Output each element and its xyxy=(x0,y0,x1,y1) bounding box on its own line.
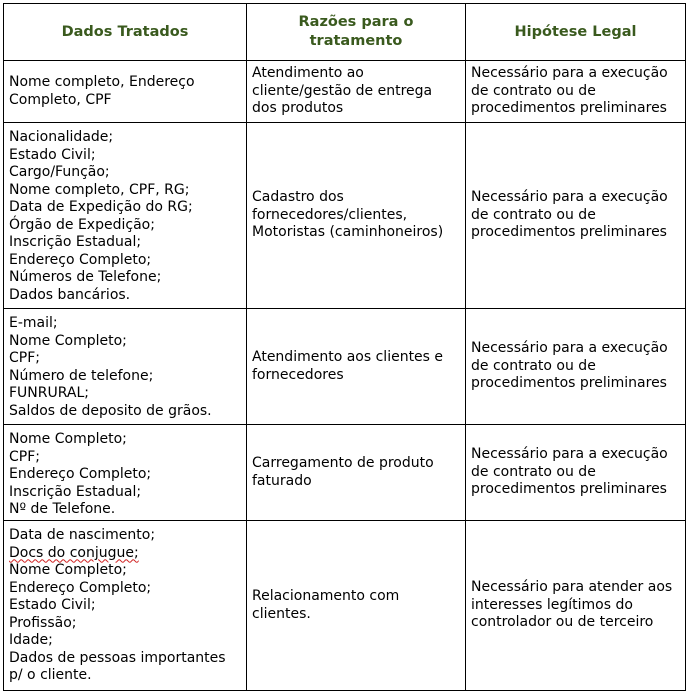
dados-item: Docs do conjugue; xyxy=(9,544,139,561)
table-row xyxy=(4,521,686,691)
hipotese-cell: Necessário para atender aos interesses legítimos do controlador ou de terceiro xyxy=(466,521,686,691)
dados-item: Completo, CPF xyxy=(9,91,112,108)
dados-item: CPF; xyxy=(9,350,40,366)
dados-item: Nº de Telefone. xyxy=(9,501,116,517)
razoes-cell: Relacionamento com clientes. xyxy=(247,521,466,691)
dados-cell xyxy=(4,123,247,309)
table-row xyxy=(4,425,686,521)
hipotese-cell: Necessário para a execução de contrato ou de procedimentos preliminares xyxy=(466,123,686,309)
dados-item: p/ o cliente. xyxy=(9,667,92,683)
hipotese-cell: Necessário para a execução de contrato ou de procedimentos preliminares xyxy=(466,309,686,425)
dados-item: Profissão; xyxy=(9,614,77,631)
razoes-cell: Atendimento ao cliente/gestão de entrega dos produtos xyxy=(247,61,466,123)
dados-item: Nome completo, CPF, RG; xyxy=(9,181,190,198)
header-hipotese-legal: Hipótese Legal xyxy=(466,4,686,61)
dados-item: Nome Completo; xyxy=(9,562,127,578)
razoes-cell: Cadastro dos fornecedores/clientes, Motoristas (caminhoneiros) xyxy=(247,123,466,309)
dados-item: Endereço Completo; xyxy=(9,466,152,482)
dados-cell xyxy=(4,61,247,123)
table-row xyxy=(4,61,686,123)
razoes-cell: Carregamento de produto faturado xyxy=(247,425,466,521)
header-razoes: Razões para o tratamento xyxy=(247,4,466,61)
dados-cell xyxy=(4,309,247,425)
dados-item: Inscrição Estadual; xyxy=(9,483,142,500)
dados-item: Endereço Completo; xyxy=(9,251,152,268)
dados-item: Endereço Completo; xyxy=(9,579,152,596)
dados-item: Nome Completo; xyxy=(9,332,127,349)
dados-item: CPF; xyxy=(9,448,40,465)
table-row xyxy=(4,123,686,309)
table-row xyxy=(4,309,686,425)
dados-item: Nacionalidade; xyxy=(9,129,114,145)
dados-cell xyxy=(4,521,247,691)
dados-item: Estado Civil; xyxy=(9,146,96,163)
dados-item: Data de nascimento; xyxy=(9,527,156,543)
dados-item: Nome Completo; xyxy=(9,431,127,447)
dados-item: Número de telefone; xyxy=(9,367,154,384)
hipotese-cell: Necessário para a execução de contrato ou de procedimentos preliminares xyxy=(466,425,686,521)
dados-item: E-mail; xyxy=(9,315,58,331)
dados-item: Dados de pessoas importantes xyxy=(9,649,226,666)
dados-item: Cargo/Função; xyxy=(9,164,110,180)
data-processing-table xyxy=(3,3,686,691)
dados-item: Data de Expedição do RG; xyxy=(9,199,193,215)
header-row xyxy=(4,4,686,61)
dados-item: Números de Telefone; xyxy=(9,269,162,285)
dados-item: Estado Civil; xyxy=(9,597,96,613)
dados-cell xyxy=(4,425,247,521)
dados-item: Saldos de deposito de grãos. xyxy=(9,402,212,419)
dados-item: FUNRURAL; xyxy=(9,385,90,401)
header-dados-tratados: Dados Tratados xyxy=(4,4,247,61)
dados-item: Nome completo, Endereço xyxy=(9,74,195,90)
hipotese-cell: Necessário para a execução de contrato ou de procedimentos preliminares xyxy=(466,61,686,123)
razoes-cell: Atendimento aos clientes e fornecedores xyxy=(247,309,466,425)
dados-item: Inscrição Estadual; xyxy=(9,234,142,250)
dados-item: Dados bancários. xyxy=(9,286,131,303)
dados-item: Órgão de Expedição; xyxy=(9,216,155,233)
dados-item: Idade; xyxy=(9,632,53,648)
